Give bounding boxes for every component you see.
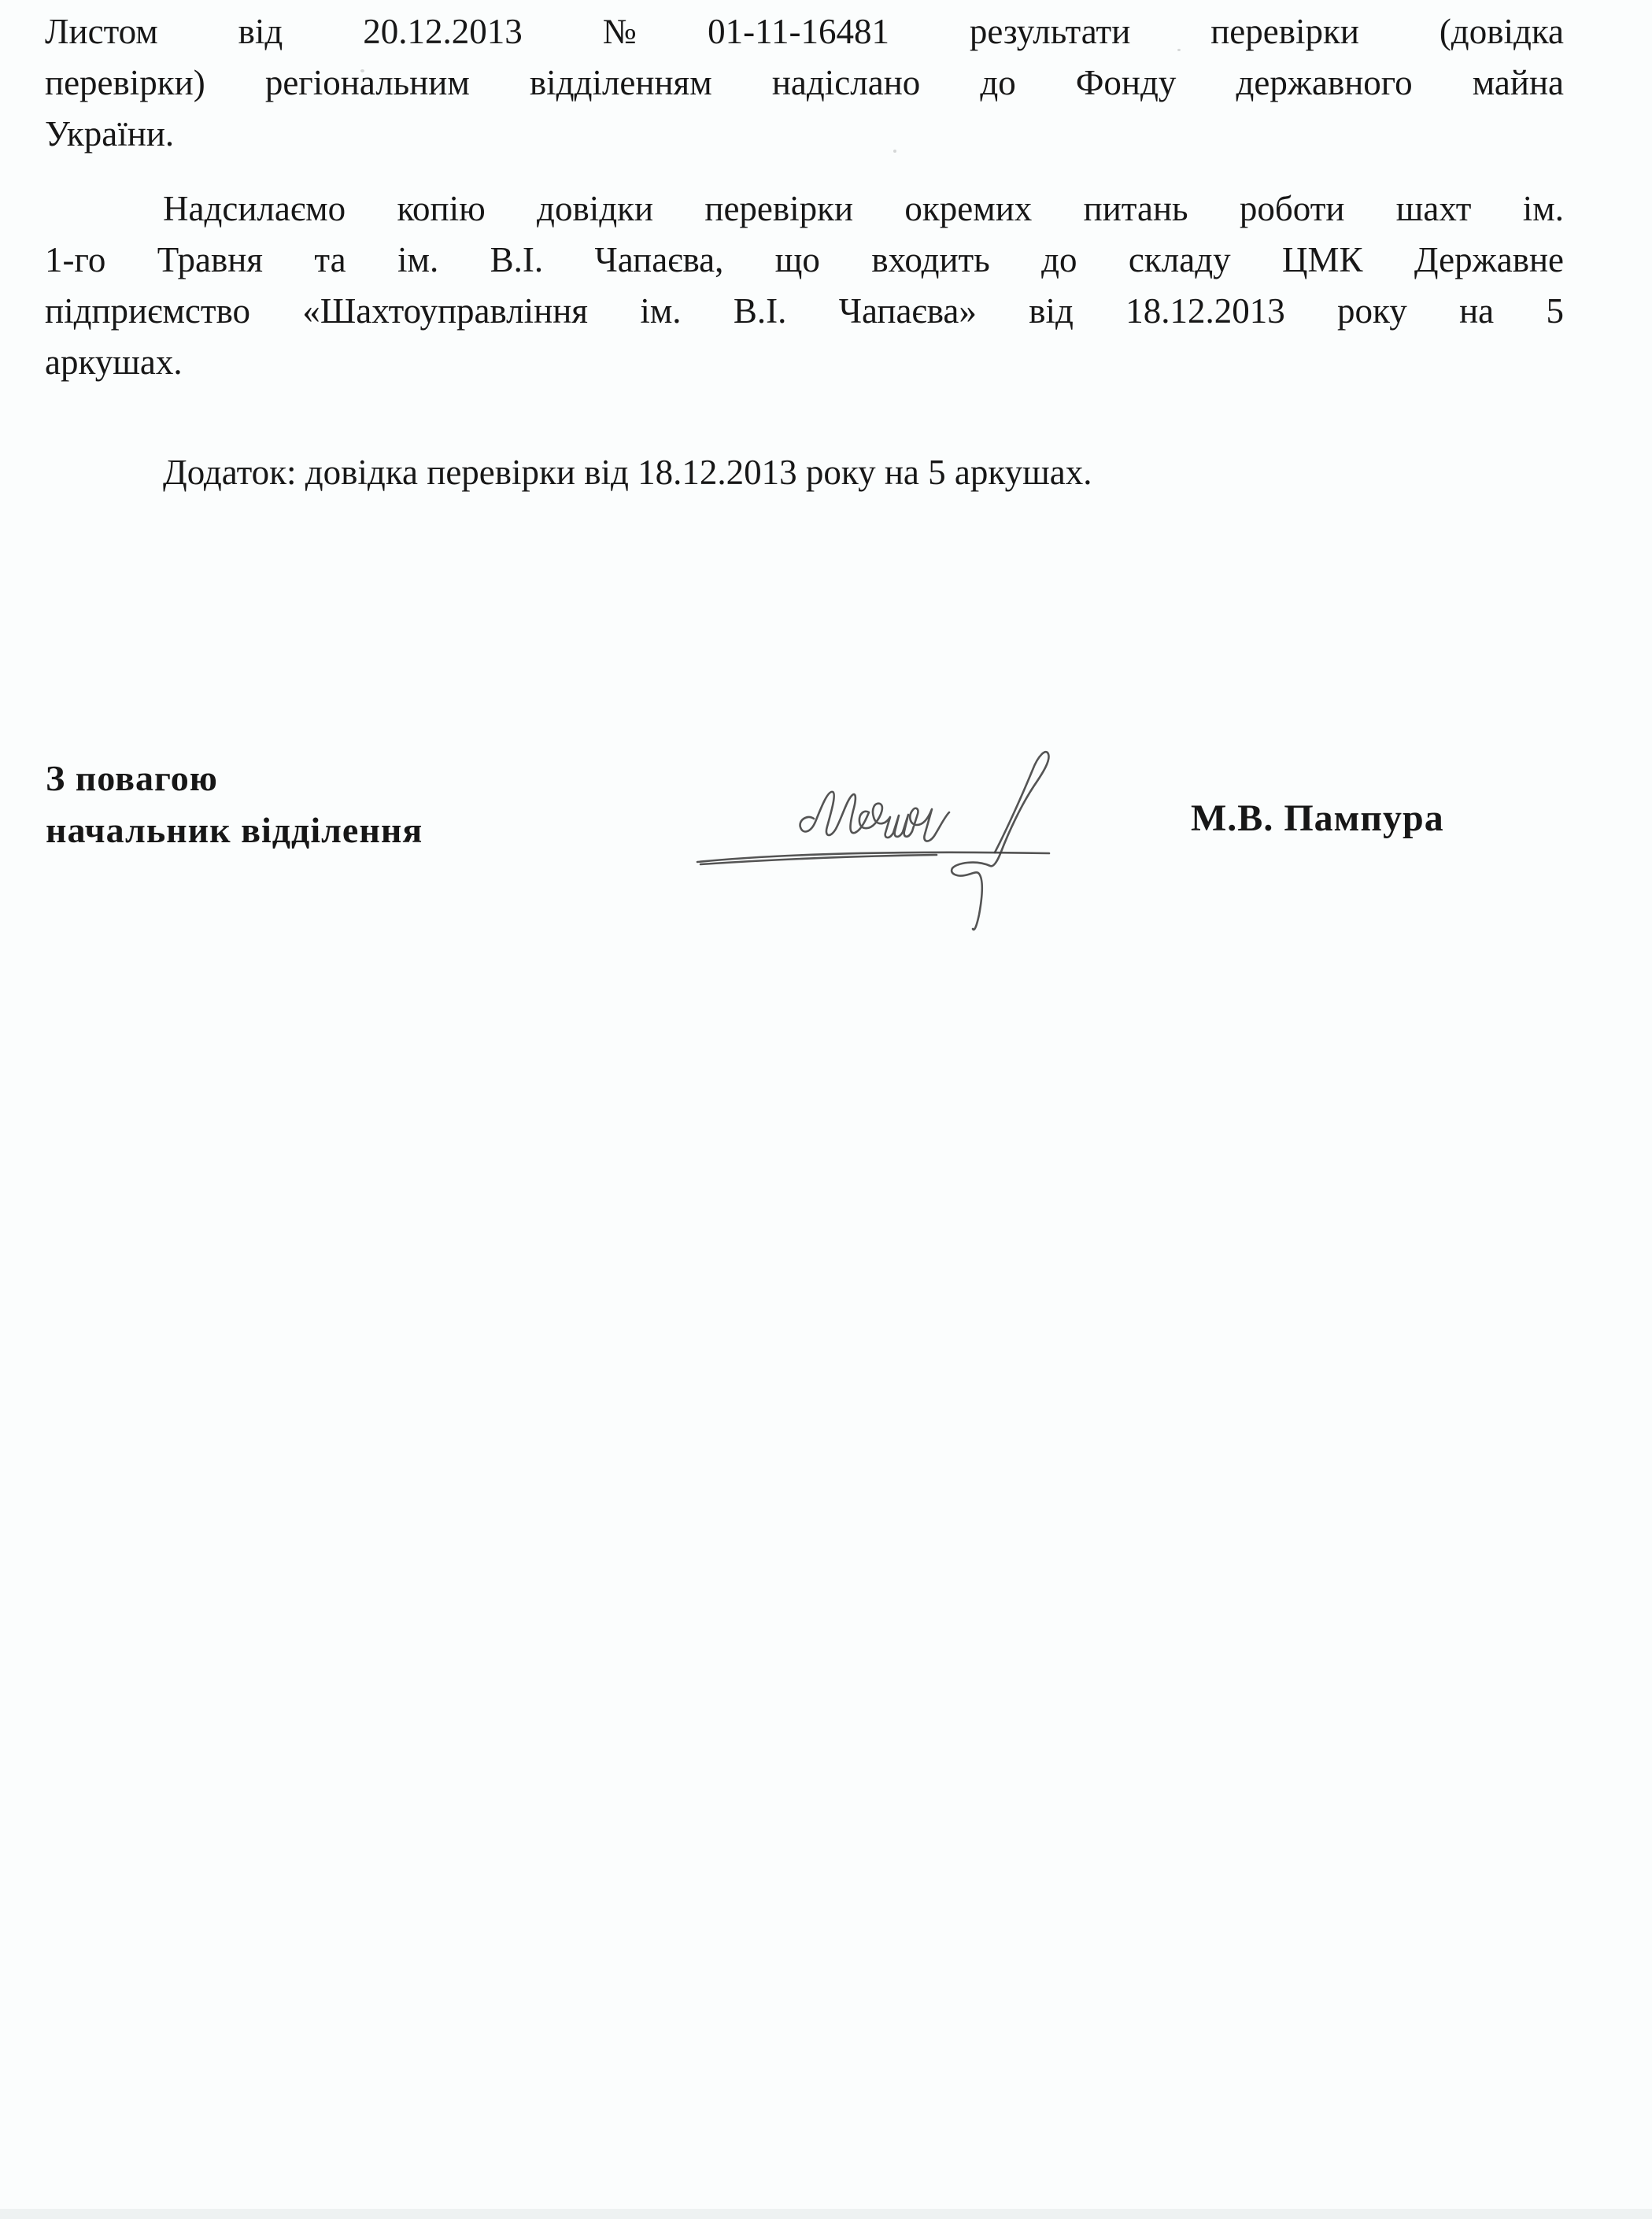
paragraph-verification-results xyxy=(45,6,1564,160)
paragraph-copy-sent xyxy=(45,183,1564,388)
paragraph-line: 1-го Травня та ім. В.І. Чапаєва, що входить до складу ЦМК Державне xyxy=(45,240,1564,279)
signer-name: М.В. Пампура xyxy=(1191,797,1444,839)
closing-salutation: З повагою xyxy=(46,758,218,798)
paragraph-line: Листом від 20.12.2013 №01-11-16481 результати перевірки (довідка xyxy=(45,12,1564,51)
paragraph-line: Надсилаємо копію довідки перевірки окремих питань роботи шахт ім. xyxy=(163,189,1564,228)
paragraph-line: перевірки) регіональним відділенням надіслано до Фонду державного майна xyxy=(45,63,1564,102)
scan-speck xyxy=(360,69,364,72)
scan-speck xyxy=(1177,49,1181,51)
paragraph-line: аркушах. xyxy=(45,342,183,382)
signer-job-title: начальник відділення xyxy=(46,810,423,850)
handwritten-signature xyxy=(645,724,1086,984)
attachment-note: Додаток: довідка перевірки від 18.12.2013 року на 5 аркушах. xyxy=(163,453,1092,492)
scan-edge-artifact xyxy=(0,2209,1652,2219)
paragraph-line: підприємство «Шахтоуправління ім. В.І. Чапаєва» від 18.12.2013 року на 5 xyxy=(45,291,1564,331)
paragraph-line: України. xyxy=(45,114,175,153)
scan-speck xyxy=(893,150,896,153)
